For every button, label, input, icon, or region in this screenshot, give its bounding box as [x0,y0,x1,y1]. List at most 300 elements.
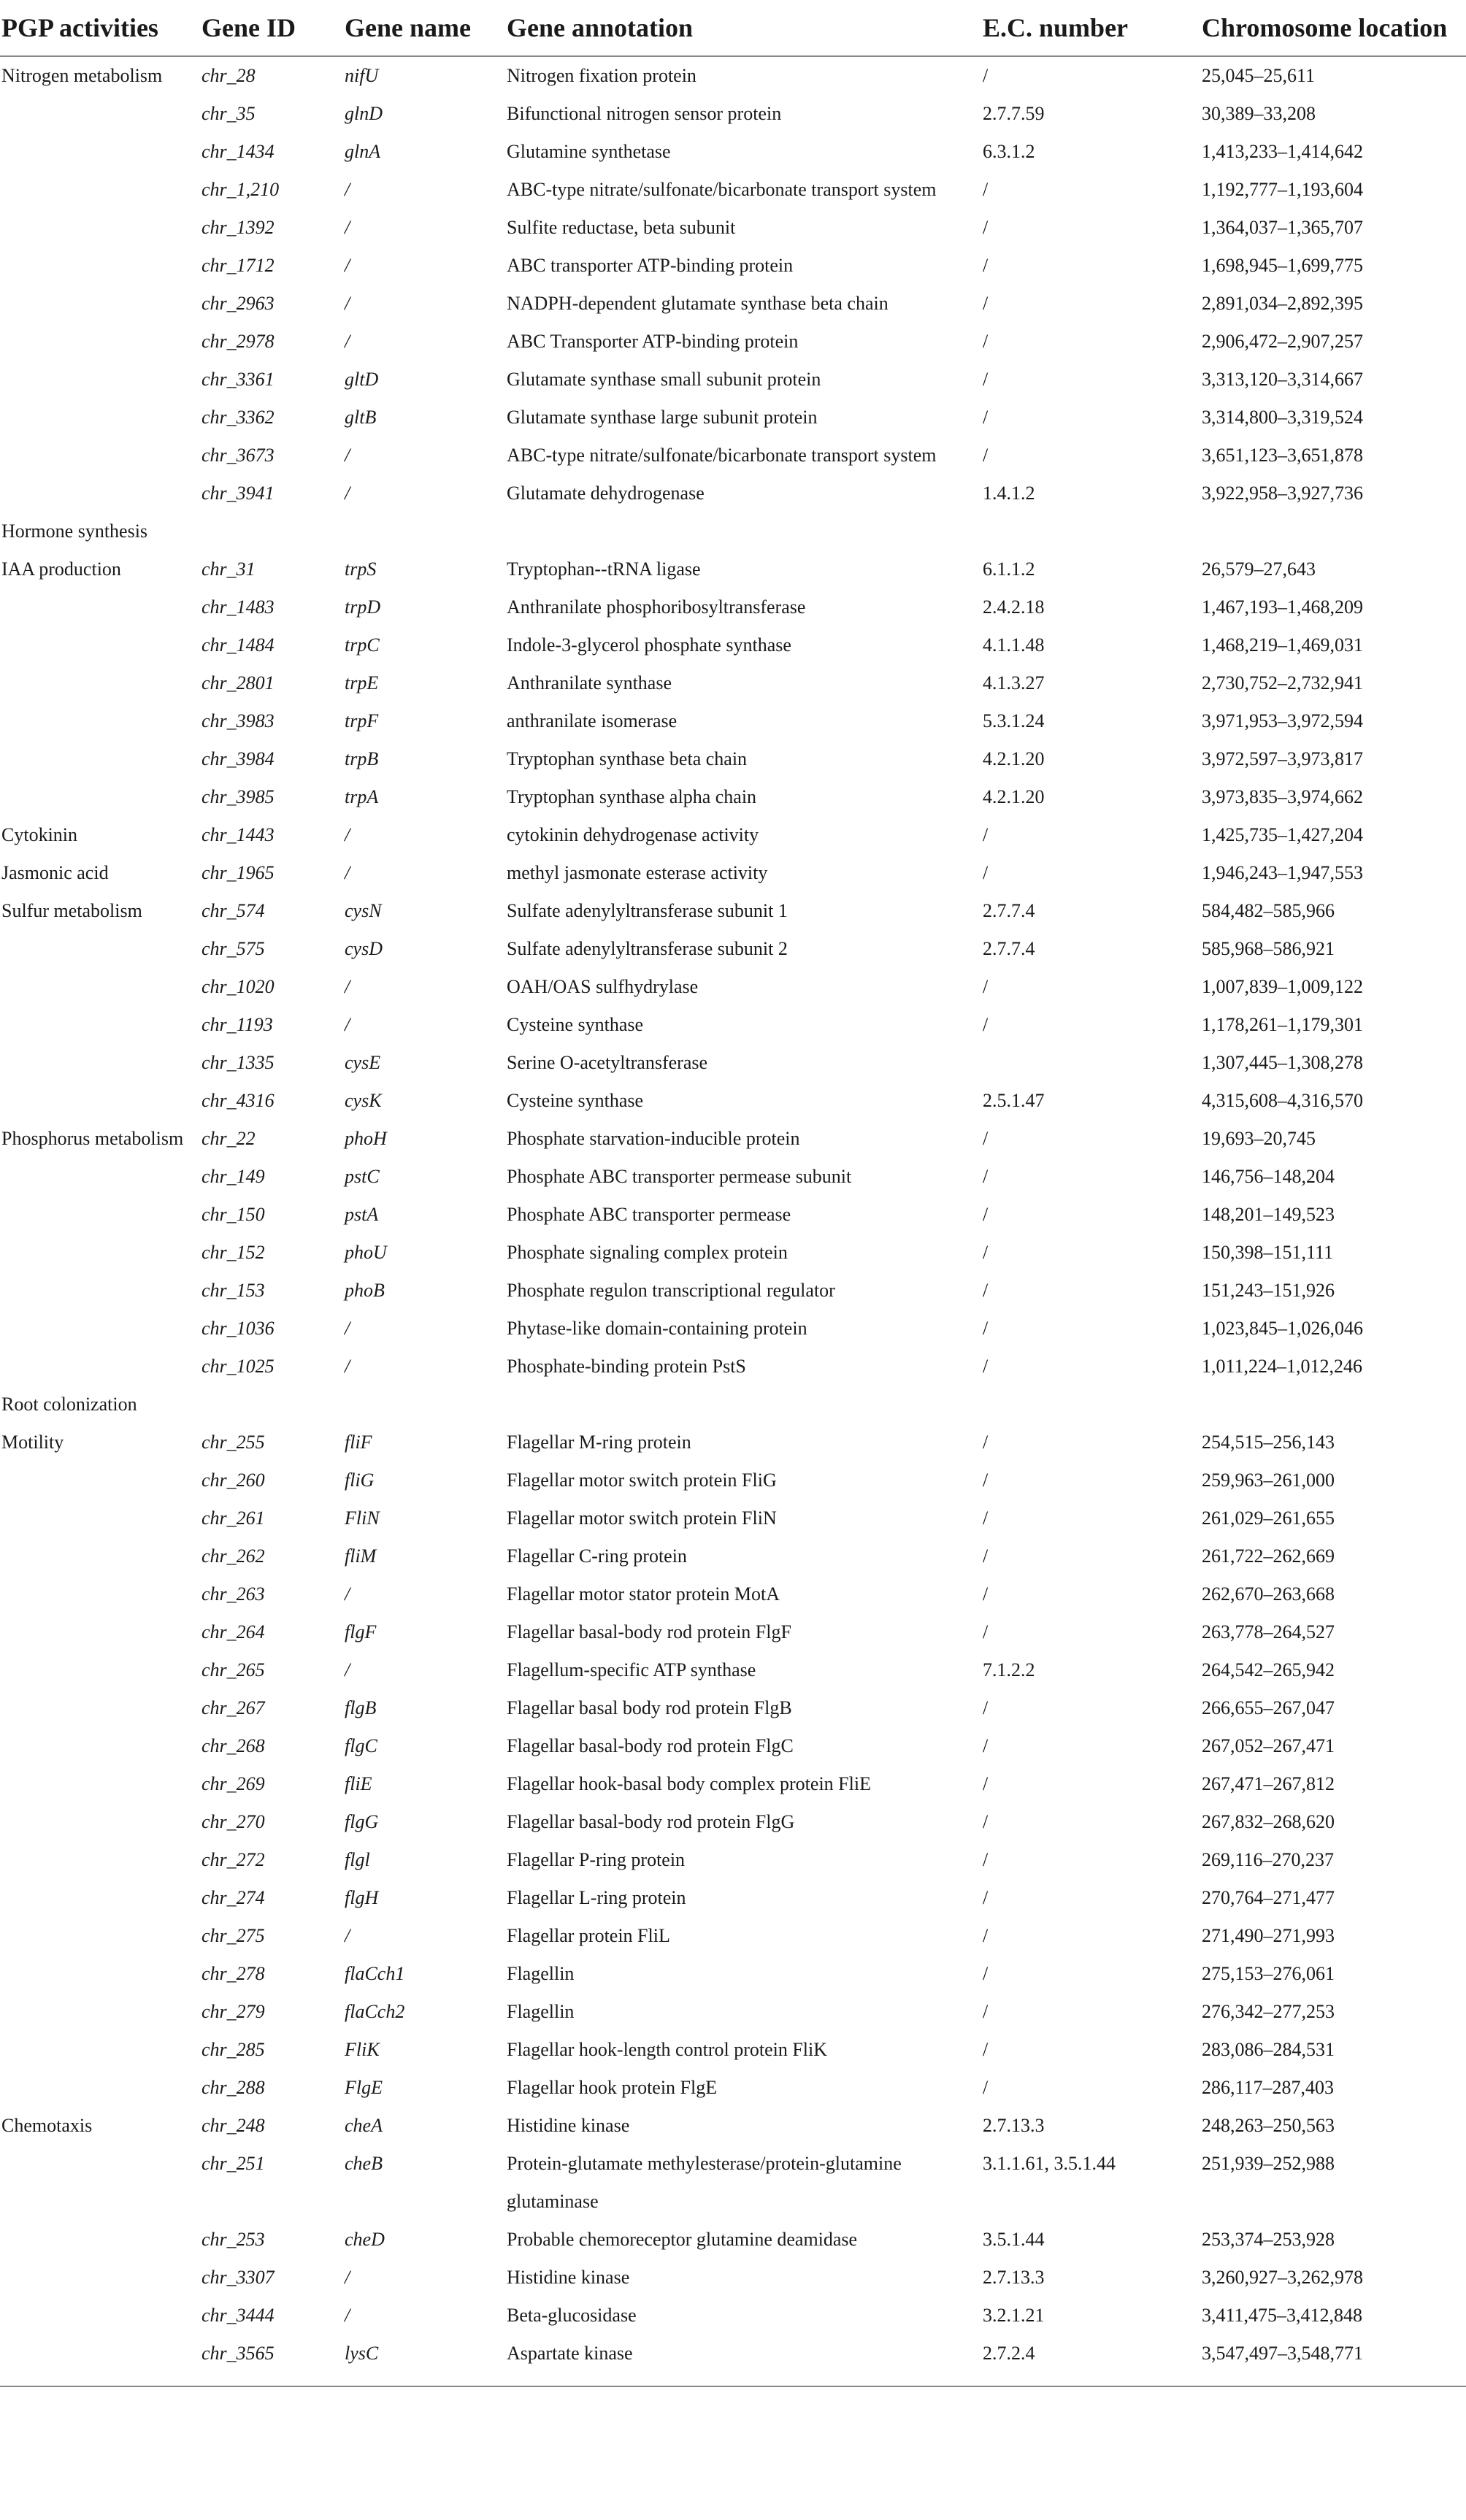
gene-id-cell [202,512,345,550]
chromosome-location-cell: 151,243–151,926 [1202,1280,1335,1301]
gene-annotation-cell: Flagellar hook protein FlgE [507,2077,718,2098]
table-row [0,171,1466,209]
gene-annotation-cell: Histidine kinase [507,2267,630,2288]
gene-id-cell: chr_1434 [202,141,275,162]
gene-name-cell: phoH [345,1128,387,1149]
chromosome-location-cell: 148,201–149,523 [1202,1204,1335,1225]
gene-id-cell: chr_149 [202,1166,265,1187]
table-row [0,664,1466,702]
header-ec-number: E.C. number [983,0,1202,56]
table-row [0,550,1466,588]
table-row [0,437,1466,475]
table-row [0,1386,1466,1424]
chromosome-location-cell: 4,315,608–4,316,570 [1202,1090,1363,1111]
pgp-activity-cell [0,2069,202,2107]
pgp-activity-cell [0,702,202,740]
ec-number-cell: 1.4.1.2 [983,483,1035,504]
gene-name-cell: flaCch2 [345,2001,405,2022]
gene-id-cell: chr_261 [202,1507,265,1529]
gene-annotation-cell: Phosphate starvation-inducible protein [507,1128,800,1149]
gene-id-cell: chr_263 [202,1583,265,1605]
gene-name-cell: gltB [345,407,377,428]
gene-name-cell: / [345,1318,350,1339]
gene-name-cell: flaCch1 [345,1963,405,1984]
gene-id-cell: chr_2963 [202,293,275,314]
pgp-activity-cell [0,475,202,512]
ec-number-cell: / [983,1204,989,1225]
ec-number-cell: / [983,293,989,314]
table-row [0,1348,1466,1386]
ec-number-cell [983,1044,1202,1082]
gene-name-cell: pstC [345,1166,380,1187]
gene-id-cell: chr_1712 [202,255,275,276]
gene-annotation-cell: Flagellar P-ring protein [507,1849,686,1870]
chromosome-location-cell: 275,153–276,061 [1202,1963,1335,1984]
pgp-activity-cell [0,1993,202,2031]
header-chromosome-location: Chromosome location [1202,0,1466,56]
table-row [0,702,1466,740]
chromosome-location-cell: 1,011,224–1,012,246 [1202,1356,1363,1377]
chromosome-location-cell: 3,972,597–3,973,817 [1202,748,1363,769]
gene-annotation-cell: Flagellar basal-body rod protein FlgC [507,1735,794,1756]
table-row [0,209,1466,247]
ec-number-cell: 2.5.1.47 [983,1090,1045,1111]
chromosome-location-cell: 1,698,945–1,699,775 [1202,255,1363,276]
gene-id-cell: chr_2978 [202,331,275,352]
ec-number-cell: 3.5.1.44 [983,2229,1045,2250]
gene-name-cell: fliE [345,1773,372,1794]
chromosome-location-cell: 1,413,233–1,414,642 [1202,141,1363,162]
table-row [0,588,1466,626]
gene-name-cell: trpA [345,786,379,807]
table-row [0,133,1466,171]
table-row [0,816,1466,854]
pgp-activity-cell [0,1006,202,1044]
ec-number-cell: / [983,1166,989,1187]
gene-annotation-cell [507,1386,983,1424]
ec-number-cell: / [983,1432,989,1453]
gene-id-cell: chr_288 [202,2077,265,2098]
gene-name-cell: fliF [345,1432,372,1453]
chromosome-location-cell: 1,467,193–1,468,209 [1202,596,1363,618]
chromosome-location-cell: 2,891,034–2,892,395 [1202,293,1363,314]
pgp-activity-cell: Hormone synthesis [1,520,148,542]
chromosome-location-cell: 263,778–264,527 [1202,1621,1335,1643]
chromosome-location-cell: 3,973,835–3,974,662 [1202,786,1363,807]
chromosome-location-cell: 276,342–277,253 [1202,2001,1335,2022]
pgp-activity-cell: Jasmonic acid [1,862,109,883]
gene-annotation-cell: Anthranilate synthase [507,672,672,694]
gene-id-cell: chr_248 [202,2115,265,2136]
table-row [0,2297,1466,2335]
gene-annotation-cell: Flagellar hook-basal body complex protein FliE [507,1773,871,1794]
gene-annotation-cell: Phosphate ABC transporter permease subunit [507,1166,852,1187]
gene-id-cell: chr_1965 [202,862,275,883]
gene-annotation-cell: Flagellar L-ring protein [507,1887,686,1908]
chromosome-location-cell: 26,579–27,643 [1202,558,1316,580]
chromosome-location-cell: 264,542–265,942 [1202,1659,1335,1680]
table-row [0,1803,1466,1841]
pgp-activity-cell [0,1310,202,1348]
gene-annotation-cell: Phosphate ABC transporter permease [507,1204,791,1225]
gene-annotation-cell: Flagellar basal-body rod protein FlgG [507,1811,795,1832]
table-row [0,475,1466,512]
gene-id-cell: chr_153 [202,1280,265,1301]
pgp-activity-cell: Nitrogen metabolism [1,65,163,86]
ec-number-cell: 3.2.1.21 [983,2305,1045,2326]
chromosome-location-cell: 150,398–151,111 [1202,1242,1334,1263]
gene-annotation-cell: OAH/OAS sulfhydrylase [507,976,699,997]
gene-name-cell: trpB [345,748,379,769]
pgp-activity-cell [0,133,202,171]
gene-name-cell: trpC [345,634,380,656]
table-row [0,1689,1466,1727]
table-row [0,361,1466,399]
ec-number-cell: 4.1.3.27 [983,672,1045,694]
table-row [0,1955,1466,1993]
gene-id-cell: chr_1392 [202,217,275,238]
pgp-activity-cell [0,1348,202,1386]
pgp-activity-cell: Phosphorus metabolism [1,1128,184,1149]
table-row [0,1575,1466,1613]
chromosome-location-cell: 585,968–586,921 [1202,938,1335,959]
table-row [0,1120,1466,1158]
gene-id-cell: chr_1193 [202,1014,273,1035]
chromosome-location-cell: 259,963–261,000 [1202,1470,1335,1491]
gene-name-cell: cheD [345,2229,385,2250]
gene-name-cell: cheB [345,2153,383,2174]
ec-number-cell: 2.7.13.3 [983,2267,1045,2288]
gene-name-cell: gltD [345,369,379,390]
gene-name-cell: lysC [345,2343,379,2364]
gene-id-cell: chr_267 [202,1697,265,1718]
header-gene-id: Gene ID [202,0,345,56]
gene-id-cell: chr_3984 [202,748,275,769]
gene-id-cell: chr_3983 [202,710,275,731]
table-row [0,1841,1466,1879]
ec-number-cell: / [983,65,989,86]
gene-annotation-cell: Phosphate-binding protein PstS [507,1356,746,1377]
ec-number-cell: 7.1.2.2 [983,1659,1035,1680]
ec-number-cell: / [983,2039,989,2060]
pgp-activity-cell [0,930,202,968]
pgp-activity-cell [0,437,202,475]
gene-annotation-cell: Flagellar C-ring protein [507,1545,687,1567]
chromosome-location-cell: 3,260,927–3,262,978 [1202,2267,1363,2288]
ec-number-cell: / [983,2077,989,2098]
pgp-activity-cell [0,1575,202,1613]
table-row [0,1082,1466,1120]
gene-annotation-cell: NADPH-dependent glutamate synthase beta chain [507,293,889,314]
gene-name-cell: / [345,976,350,997]
ec-number-cell: / [983,976,989,997]
ec-number-cell: / [983,1583,989,1605]
pgp-activity-cell [0,1651,202,1689]
gene-annotation-cell: anthranilate isomerase [507,710,678,731]
gene-name-cell: FliK [345,2039,380,2060]
ec-number-cell: / [983,1621,989,1643]
pgp-activity-cell [0,209,202,247]
gene-id-cell: chr_260 [202,1470,265,1491]
gene-id-cell: chr_3673 [202,445,275,466]
table-row [0,2335,1466,2386]
gene-name-cell: flgG [345,1811,379,1832]
table-row [0,95,1466,133]
ec-number-cell: / [983,1128,989,1149]
gene-name-cell: / [345,445,350,466]
table-row [0,323,1466,361]
ec-number-cell: / [983,179,989,200]
ec-number-cell: 2.7.7.4 [983,900,1035,921]
table-row [0,2069,1466,2107]
gene-name-cell: cysE [345,1052,381,1073]
table-row [0,1044,1466,1082]
gene-annotation-cell: Flagellar motor switch protein FliN [507,1507,777,1529]
gene-id-cell: chr_35 [202,103,256,124]
gene-annotation-cell: Protein-glutamate methylesterase/protein-glutamine glutaminase [507,2153,902,2212]
ec-number-cell: / [983,369,989,390]
chromosome-location-cell: 261,722–262,669 [1202,1545,1335,1567]
pgp-activity-cell [0,2031,202,2069]
pgp-activity-cell [0,1955,202,1993]
gene-id-cell: chr_285 [202,2039,265,2060]
gene-id-cell: chr_4316 [202,1090,275,1111]
table-row [0,740,1466,778]
table-header [0,0,1466,56]
gene-name-cell: trpF [345,710,379,731]
gene-name-cell: cheA [345,2115,383,2136]
header-gene-annotation: Gene annotation [507,0,983,56]
table-row [0,1727,1466,1765]
gene-name-cell: cysN [345,900,382,921]
gene-id-cell: chr_264 [202,1621,265,1643]
gene-id-cell: chr_275 [202,1925,265,1946]
chromosome-location-cell: 253,374–253,928 [1202,2229,1335,2250]
table-body [0,56,1466,2386]
gene-name-cell: / [345,2305,350,2326]
pgp-activity-cell [0,740,202,778]
gene-annotation-cell: Cysteine synthase [507,1014,644,1035]
chromosome-location-cell: 283,086–284,531 [1202,2039,1335,2060]
gene-id-cell: chr_3985 [202,786,275,807]
gene-annotation-cell [507,512,983,550]
gene-annotation-cell: Bifunctional nitrogen sensor protein [507,103,782,124]
gene-id-cell: chr_152 [202,1242,265,1263]
pgp-activity-cell: Cytokinin [1,824,78,845]
pgp-activity-cell [0,1461,202,1499]
ec-number-cell: / [983,1470,989,1491]
ec-number-cell: / [983,1014,989,1035]
gene-name-cell: phoB [345,1280,385,1301]
gene-annotation-cell: Flagellar hook-length control protein FliK [507,2039,828,2060]
chromosome-location-cell: 2,906,472–2,907,257 [1202,331,1363,352]
gene-name-cell: pstA [345,1204,379,1225]
table-row [0,1651,1466,1689]
gene-name-cell: FlgE [345,2077,383,2098]
gene-name-cell: / [345,1356,350,1377]
pgp-activity-cell: Root colonization [1,1394,137,1415]
chromosome-location-cell: 1,192,777–1,193,604 [1202,179,1363,200]
gene-annotation-cell: Glutamine synthetase [507,141,671,162]
pgp-activity-cell [0,1499,202,1537]
gene-id-cell: chr_251 [202,2153,265,2174]
gene-annotation-cell: Flagellar motor stator protein MotA [507,1583,780,1605]
header-row [0,0,1466,56]
gene-id-cell: chr_269 [202,1773,265,1794]
table-row [0,930,1466,968]
chromosome-location-cell: 262,670–263,668 [1202,1583,1335,1605]
table-row [0,892,1466,930]
gene-id-cell: chr_150 [202,1204,265,1225]
gene-name-cell: cysD [345,938,383,959]
chromosome-location-cell: 1,468,219–1,469,031 [1202,634,1363,656]
gene-name-cell: / [345,2267,350,2288]
gene-annotation-cell: Flagellar basal-body rod protein FlgF [507,1621,791,1643]
gene-id-cell: chr_270 [202,1811,265,1832]
chromosome-location-cell: 267,471–267,812 [1202,1773,1335,1794]
gene-id-cell: chr_253 [202,2229,265,2250]
gene-annotation-cell: Sulfite reductase, beta subunit [507,217,736,238]
table-row [0,1158,1466,1196]
gene-name-cell: / [345,1925,350,1946]
ec-number-cell: / [983,331,989,352]
gene-annotation-cell: methyl jasmonate esterase activity [507,862,768,883]
ec-number-cell: 4.2.1.20 [983,748,1045,769]
table-row [0,854,1466,892]
table-row [0,626,1466,664]
gene-annotation-cell: Phosphate regulon transcriptional regulator [507,1280,835,1301]
table-row [0,1272,1466,1310]
gene-id-cell: chr_272 [202,1849,265,1870]
gene-name-cell: / [345,217,350,238]
ec-number-cell: 2.7.2.4 [983,2343,1035,2364]
gene-id-cell: chr_31 [202,558,256,580]
table-row [0,1879,1466,1917]
ec-number-cell: / [983,217,989,238]
chromosome-location-cell [1202,512,1466,550]
ec-number-cell: / [983,1811,989,1832]
gene-id-cell: chr_1036 [202,1318,275,1339]
pgp-activity-cell [0,968,202,1006]
ec-number-cell [983,512,1202,550]
gene-annotation-cell: Serine O-acetyltransferase [507,1052,708,1073]
header-gene-name: Gene name [345,0,507,56]
ec-number-cell: 2.7.7.59 [983,103,1045,124]
chromosome-location-cell: 3,313,120–3,314,667 [1202,369,1363,390]
gene-annotation-cell: Glutamate synthase small subunit protein [507,369,821,390]
chromosome-location-cell: 3,971,953–3,972,594 [1202,710,1363,731]
table-row [0,1613,1466,1651]
gene-annotation-cell: Sulfate adenylyltransferase subunit 1 [507,900,788,921]
pgp-activity-cell: Sulfur metabolism [1,900,142,921]
gene-id-cell: chr_2801 [202,672,275,694]
gene-id-cell: chr_1443 [202,824,275,845]
gene-id-cell: chr_274 [202,1887,265,1908]
gene-name-cell: / [345,824,350,845]
pgp-activity-cell [0,2221,202,2259]
pgp-activity-cell [0,399,202,437]
gene-annotation-cell: Histidine kinase [507,2115,630,2136]
chromosome-location-cell: 2,730,752–2,732,941 [1202,672,1363,694]
ec-number-cell: / [983,1963,989,1984]
gene-annotation-cell: Phytase-like domain-containing protein [507,1318,807,1339]
pgp-activity-cell [0,2297,202,2335]
gene-annotation-cell: Cysteine synthase [507,1090,644,1111]
chromosome-location-cell: 267,832–268,620 [1202,1811,1335,1832]
pgp-activity-cell [0,778,202,816]
table-row [0,1196,1466,1234]
gene-id-cell: chr_279 [202,2001,265,2022]
chromosome-location-cell: 25,045–25,611 [1202,65,1316,86]
pgp-activity-cell [0,588,202,626]
chromosome-location-cell: 248,263–250,563 [1202,2115,1335,2136]
pgp-activity-cell [0,626,202,664]
pgp-activity-cell [0,323,202,361]
gene-name-cell: / [345,331,350,352]
gene-id-cell: chr_574 [202,900,265,921]
gene-name-cell: glnD [345,103,383,124]
gene-id-cell: chr_1,210 [202,179,280,200]
header-pgp-activities: PGP activities [0,0,202,56]
pgp-activity-cell [0,1803,202,1841]
ec-number-cell: / [983,1849,989,1870]
gene-annotation-cell: Flagellum-specific ATP synthase [507,1659,756,1680]
table-row [0,1765,1466,1803]
ec-number-cell: / [983,1280,989,1301]
gene-name-cell: glnA [345,141,381,162]
table-row [0,1234,1466,1272]
chromosome-location-cell: 261,029–261,655 [1202,1507,1335,1529]
gene-annotation-cell: ABC-type nitrate/sulfonate/bicarbonate transport system [507,179,937,200]
gene-id-cell: chr_255 [202,1432,265,1453]
ec-number-cell: / [983,255,989,276]
ec-number-cell: 2.7.13.3 [983,2115,1045,2136]
chromosome-location-cell: 1,425,735–1,427,204 [1202,824,1363,845]
pgp-activity-cell [0,1537,202,1575]
pgp-activity-cell [0,1879,202,1917]
chromosome-location-cell: 3,651,123–3,651,878 [1202,445,1363,466]
chromosome-location-cell: 3,922,958–3,927,736 [1202,483,1363,504]
gene-annotation-cell: cytokinin dehydrogenase activity [507,824,759,845]
pgp-activity-cell [0,2259,202,2297]
gene-annotation-cell: Glutamate synthase large subunit protein [507,407,818,428]
ec-number-cell: / [983,2001,989,2022]
gene-annotation-cell: Flagellar protein FliL [507,1925,670,1946]
bottom-rule [0,2386,1466,2387]
gene-annotation-cell: ABC transporter ATP-binding protein [507,255,794,276]
gene-id-cell: chr_575 [202,938,265,959]
chromosome-location-cell: 1,946,243–1,947,553 [1202,862,1363,883]
gene-id-cell: chr_1020 [202,976,275,997]
pgp-activity-cell [0,1765,202,1803]
pgp-activity-cell [0,1841,202,1879]
gene-name-cell: phoU [345,1242,387,1263]
ec-number-cell: / [983,1887,989,1908]
pgp-activity-cell [0,1613,202,1651]
ec-number-cell: 2.7.7.4 [983,938,1035,959]
table-row [0,2031,1466,2069]
gene-annotation-cell: Aspartate kinase [507,2343,633,2364]
table-row [0,1006,1466,1044]
table-row [0,399,1466,437]
gene-name-cell: flgH [345,1887,379,1908]
chromosome-location-cell: 30,389–33,208 [1202,103,1316,124]
gene-id-cell: chr_1335 [202,1052,275,1073]
chromosome-location-cell: 286,117–287,403 [1202,2077,1335,2098]
chromosome-location-cell: 1,364,037–1,365,707 [1202,217,1363,238]
chromosome-location-cell: 584,482–585,966 [1202,900,1335,921]
gene-name-cell: flgl [345,1849,370,1870]
